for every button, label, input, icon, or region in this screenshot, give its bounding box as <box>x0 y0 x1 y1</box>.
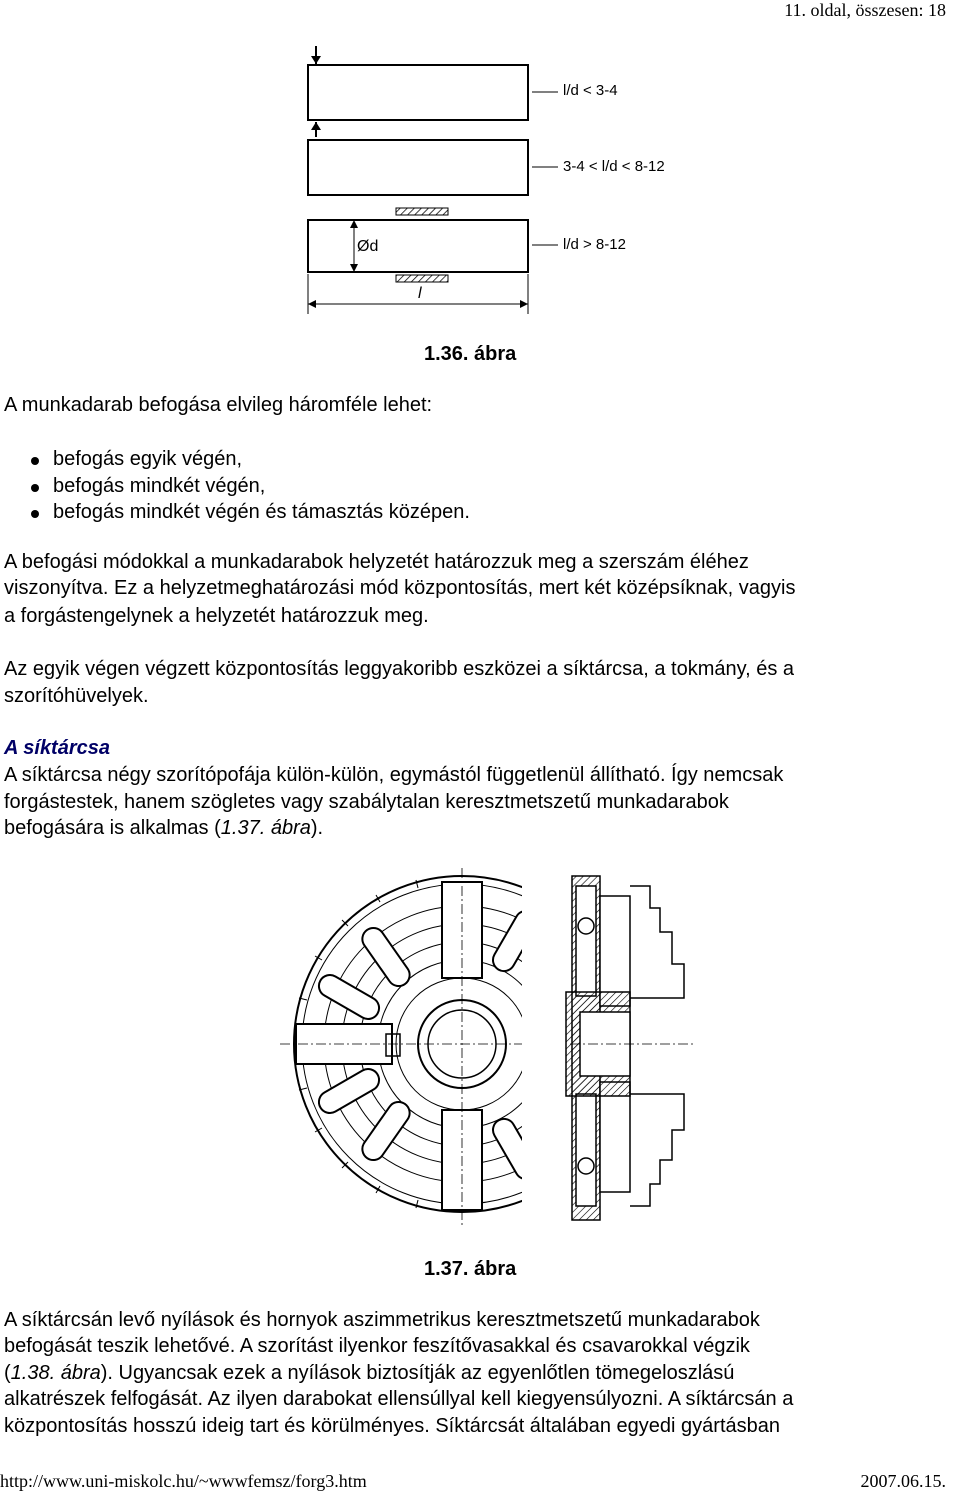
footer-date: 2007.06.15. <box>860 1471 946 1491</box>
length-label: l <box>418 285 422 302</box>
ratio-label-2: 3-4 < l/d < 8-12 <box>563 158 665 175</box>
figure-caption-1-36: 1.36. ábra <box>424 343 517 365</box>
list-item: befogás egyik végén, <box>0 448 900 475</box>
figure-1-37-faceplate-drawing <box>280 868 700 1226</box>
footer-url: http://www.uni-miskolc.hu/~wwwfemsz/forg3.htm <box>0 1471 367 1491</box>
bullet-icon <box>31 510 39 518</box>
intro-text: A munkadarab befogása elvileg háromféle lehet: <box>4 394 433 416</box>
bullet-icon <box>31 484 39 492</box>
paragraph-1: A befogási módokkal a munkadarabok helyzetét határozzuk meg a szerszám éléhez viszonyítva. Ez a helyzetmeghatározási mód központosítás, mert két középsíknak, vagyis a forgástengelynek a helyzetét határozzuk meg. <box>4 551 796 627</box>
workpiece-rod-2 <box>308 140 528 195</box>
paragraph-3: A síktárcsa négy szorítópofája külön-külön, egymástól függetlenül állítható. Így nemcsak forgástestek, hanem szögletes vagy szabálytalan keresztmetszetű munkadarabok befogására is alkalmas (1.37. ábra). <box>4 764 784 839</box>
figure-1-36 <box>290 42 690 317</box>
method-list <box>0 448 900 528</box>
faceplate-section-view <box>566 876 695 1220</box>
paragraph-2: Az egyik végen végzett központosítás leggyakoribb eszközei a síktárcsa, a tokmány, és a szorítóhüvelyek. <box>4 658 795 707</box>
paragraph-4: A síktárcsán levő nyílások és hornyok aszimmetrikus keresztmetszetű munkadarabok befogását teszik lehetővé. A szorítást ilyenkor feszítővasakkal és csavarokkal végzik (1.38. ábra). Ugyancsak ezek a nyílások biztosítják az egyenlőtlen tömegeloszlású alkatrészek felfogását. Az ilyen darabokat ellensúllyal kell kiegyensúlyozni. A síktárcsán a központosítás hosszú ideig tart és körülményes. Síktárcsát általában egyedi gyártásban <box>4 1309 794 1437</box>
figure-reference: 1.38. ábra <box>10 1362 101 1384</box>
ratio-label-3: l/d > 8-12 <box>563 236 626 253</box>
workpiece-rod-3 <box>308 220 528 272</box>
list-item: befogás mindkét végén, <box>0 475 900 501</box>
figure-reference: 1.37. ábra <box>220 817 311 839</box>
page-number-info: 11. oldal, összesen: 18 <box>784 0 946 20</box>
figure-caption-1-37: 1.37. ábra <box>424 1258 517 1280</box>
section-heading: A síktárcsa <box>4 737 110 759</box>
diameter-label: Ød <box>357 238 379 255</box>
bullet-icon <box>31 457 39 465</box>
workpiece-rod-1 <box>308 65 528 120</box>
ratio-label-1: l/d < 3-4 <box>563 82 618 99</box>
list-item: befogás mindkét végén és támasztás középen. <box>0 501 900 528</box>
